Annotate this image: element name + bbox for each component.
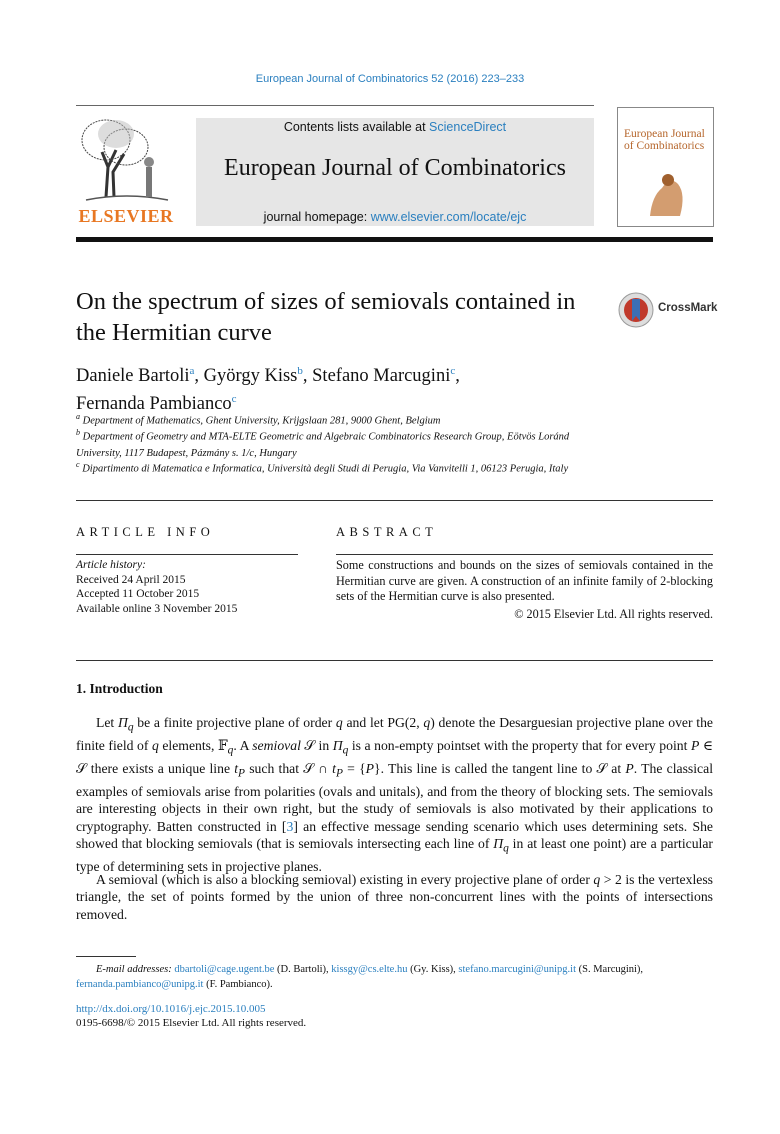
divider [76, 660, 713, 661]
received-date: Received 24 April 2015 [76, 573, 186, 586]
author-list [76, 360, 636, 416]
author-affiliation-mark[interactable]: c [450, 365, 456, 377]
footnote-rule [76, 956, 136, 957]
author-name[interactable]: György Kiss [203, 366, 298, 387]
author-affiliation-mark[interactable]: b [297, 365, 303, 377]
affiliation-mark: a [76, 412, 80, 421]
abstract-heading: ABSTRACT [336, 525, 438, 539]
author-affiliation-mark[interactable]: a [189, 365, 195, 377]
author-separator: , [302, 366, 313, 387]
body-paragraph: A semioval (which is also a blocking semioval) existing in every projective plane of order q > 2 is the vertexless triangle, the set of points formed by the union of three non-concurrent lines with the points of intersections removed. [76, 872, 713, 922]
crossmark-label: CrossMark [658, 302, 718, 314]
affiliation-mark: c [76, 460, 80, 469]
doi-link[interactable]: http://dx.doi.org/10.1016/j.ejc.2015.10.005 [76, 1003, 266, 1015]
author-name[interactable]: Fernanda Pambianco [76, 394, 232, 415]
article-title: On the spectrum of sizes of semiovals contained in the Hermitian curve [76, 288, 576, 346]
affiliation-text: Department of Mathematics, Ghent University, Krijgslaan 281, 9000 Ghent, Belgium [82, 415, 441, 427]
crossmark-icon [618, 292, 654, 328]
header-thick-rule [76, 237, 713, 242]
article-info-heading: ARTICLE INFO [76, 525, 215, 539]
affiliation [76, 457, 576, 478]
homepage-line [196, 210, 594, 224]
crossmark-badge[interactable] [618, 290, 718, 330]
contents-prefix: Contents lists available at [283, 120, 430, 134]
homepage-prefix: journal homepage: [263, 210, 371, 224]
history-label: Article history: [76, 559, 146, 571]
email-addresses[interactable]: E-mail addresses: dbartoli@cage.ugent.be (D. Bartoli), kissgy@cs.elte.hu (Gy. Kiss), stefano.marcugini@unipg.it (S. Marcugini), fernanda.pambianco@unipg.it (F. Pambianco). [76, 964, 644, 990]
sciencedirect-link[interactable]: ScienceDirect [429, 120, 507, 134]
contents-line [196, 120, 594, 134]
author-name[interactable]: Daniele Bartoli [76, 366, 190, 387]
elsevier-logo[interactable] [76, 112, 176, 227]
homepage-link[interactable]: www.elsevier.com/locate/ejc [370, 210, 527, 224]
body-paragraph: Let $\Pi_q$ be a finite projective plane of order q and let PG(2, q) denote the Desarguesian projective plane over the finite field of q elements, 𝔽$_q$. A semioval 𝒮 in $\Pi_q$ is a non-empty pointset with the property that for every point P ∈ 𝒮 there exists a unique line $t_P$ such that 𝒮 ∩ $t_P = \{P\}$. This line is called the tangent line to 𝒮 at P. The classical examples of semiovals arise from polarities (ovals and unitals), and from the theory of blocking sets. The semiovals are interesting objects in their own right, but the study of semiovals is also motivated by their applications to cryptography. Batten constructed in [3] an effective message sending scenario which uses determining sets. She showed that blocking semiovals (that is semiovals intersecting each line of $\Pi_q$ in at least one point) are a particular type of determining sets in projective planes. [76, 715, 714, 875]
cover-illustration-icon [640, 166, 690, 218]
article-info-rule [76, 554, 298, 555]
author-affiliation-mark[interactable]: c [231, 393, 237, 406]
section-heading: 1. Introduction [76, 681, 163, 696]
issn-copyright: 0195-6698/© 2015 Elsevier Ltd. All rights reserved. [76, 1017, 307, 1029]
affiliation-mark: b [76, 428, 80, 437]
journal-cover-thumbnail[interactable] [617, 107, 714, 227]
top-divider [76, 105, 594, 106]
journal-citation[interactable]: European Journal of Combinatorics 52 (2016) 223–233 [255, 73, 525, 85]
author-separator: , [455, 366, 460, 387]
journal-title: European Journal of Combinatorics [224, 155, 566, 181]
online-date: Available online 3 November 2015 [76, 602, 238, 615]
article-history [76, 558, 237, 616]
elsevier-wordmark: ELSEVIER [78, 206, 174, 226]
author-separator: , [194, 366, 204, 387]
abstract-rule [336, 554, 713, 555]
affiliation-text: Dipartimento di Matematica e Informatica, Università degli Studi di Perugia, Via Vanvitelli 1, 06123 Perugia, Italy [82, 463, 569, 475]
accepted-date: Accepted 11 October 2015 [76, 588, 200, 600]
abstract-copyright: © 2015 Elsevier Ltd. All rights reserved. [514, 607, 713, 621]
cover-title: European Journal of Combinatorics [624, 128, 705, 152]
abstract-text: Some constructions and bounds on the sizes of semiovals contained in the Hermitian curve are given. A construction of an infinite family of 2-blocking sets of the Hermitian curve is also presented. [336, 558, 713, 603]
affiliation-text: Department of Geometry and MTA-ELTE Geometric and Algebraic Combinatorics Research Group, Eötvös Loránd University, 1117 Budapest, Pázmány s. 1/c, Hungary [76, 431, 570, 459]
divider [76, 500, 713, 501]
author-name[interactable]: Stefano Marcugini [312, 366, 451, 387]
